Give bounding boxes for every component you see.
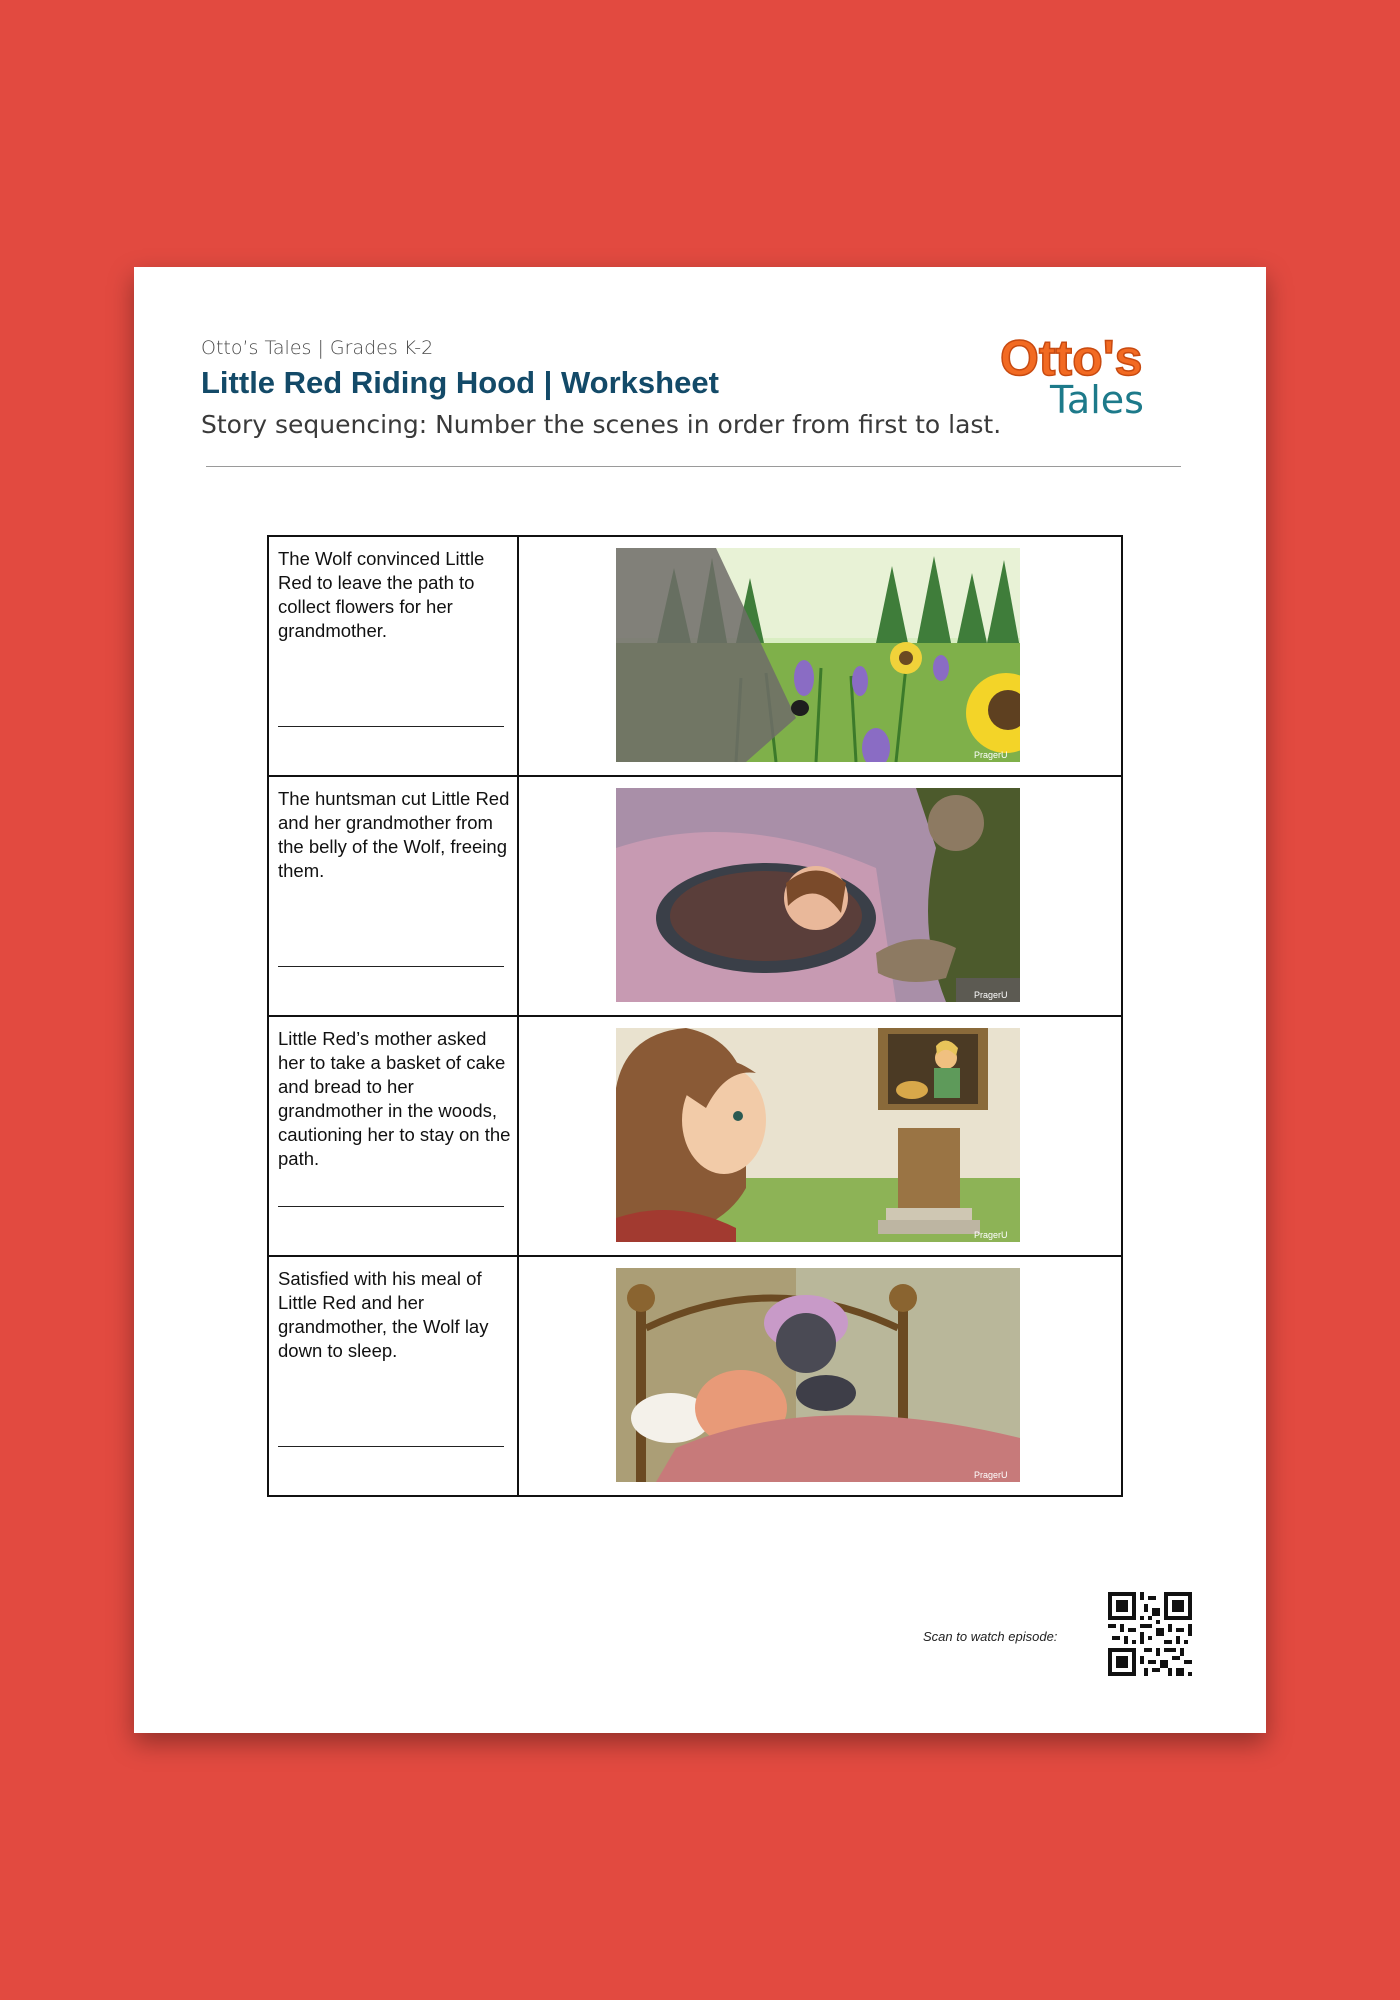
- table-row: [268, 1016, 1122, 1256]
- scene-image-cell: [518, 1016, 1122, 1256]
- answer-blank[interactable]: [278, 966, 504, 967]
- answer-blank[interactable]: [278, 1206, 504, 1207]
- scene-description: Satisfied with his meal of Little Red and her grandmother, the Wolf lay down to sleep.: [278, 1268, 489, 1361]
- scene-watermark: PragerU: [974, 1230, 1008, 1240]
- scene-description: The Wolf convinced Little Red to leave the path to collect flowers for her grandmother.: [278, 548, 485, 641]
- scene-image-cell: [518, 776, 1122, 1016]
- header-divider: [206, 466, 1181, 467]
- worksheet-page: [134, 267, 1266, 1733]
- scene-image-wolf-meadow: [616, 548, 1020, 762]
- scene-image-huntsman: [616, 788, 1020, 1002]
- logo-word-ottos: Otto's: [1000, 330, 1143, 386]
- table-row: [268, 776, 1122, 1016]
- sequencing-table: [267, 535, 1123, 1497]
- table-row: [268, 536, 1122, 776]
- instructions: Story sequencing: Number the scenes in order from first to last.: [201, 410, 1002, 439]
- series-grade-label: Otto’s Tales | Grades K-2: [201, 337, 434, 359]
- scene-image-wolf-sleeping: [616, 1268, 1020, 1482]
- ottos-tales-logo: [996, 325, 1192, 421]
- table-row: [268, 1256, 1122, 1496]
- scene-image-cell: [518, 536, 1122, 776]
- scene-text-cell: [268, 1256, 518, 1496]
- answer-blank[interactable]: [278, 726, 504, 727]
- logo-word-tales: Tales: [1050, 378, 1144, 421]
- scan-label: Scan to watch episode:: [923, 1629, 1058, 1644]
- scene-watermark: PragerU: [974, 1470, 1008, 1480]
- scene-text-cell: [268, 536, 518, 776]
- scene-watermark: PragerU: [974, 750, 1008, 760]
- scene-watermark: PragerU: [974, 990, 1008, 1000]
- answer-blank[interactable]: [278, 1446, 504, 1447]
- scene-text-cell: [268, 1016, 518, 1256]
- page-title: Little Red Riding Hood | Worksheet: [201, 365, 719, 400]
- scene-description: The huntsman cut Little Red and her grandmother from the belly of the Wolf, freeing them.: [278, 788, 510, 881]
- scene-text-cell: [268, 776, 518, 1016]
- scene-description: Little Red’s mother asked her to take a basket of cake and bread to her grandmother in the woods, cautioning her to stay on the path.: [278, 1028, 511, 1169]
- qr-code[interactable]: [1108, 1592, 1192, 1676]
- scene-image-mother-window: [616, 1028, 1020, 1242]
- scene-image-cell: [518, 1256, 1122, 1496]
